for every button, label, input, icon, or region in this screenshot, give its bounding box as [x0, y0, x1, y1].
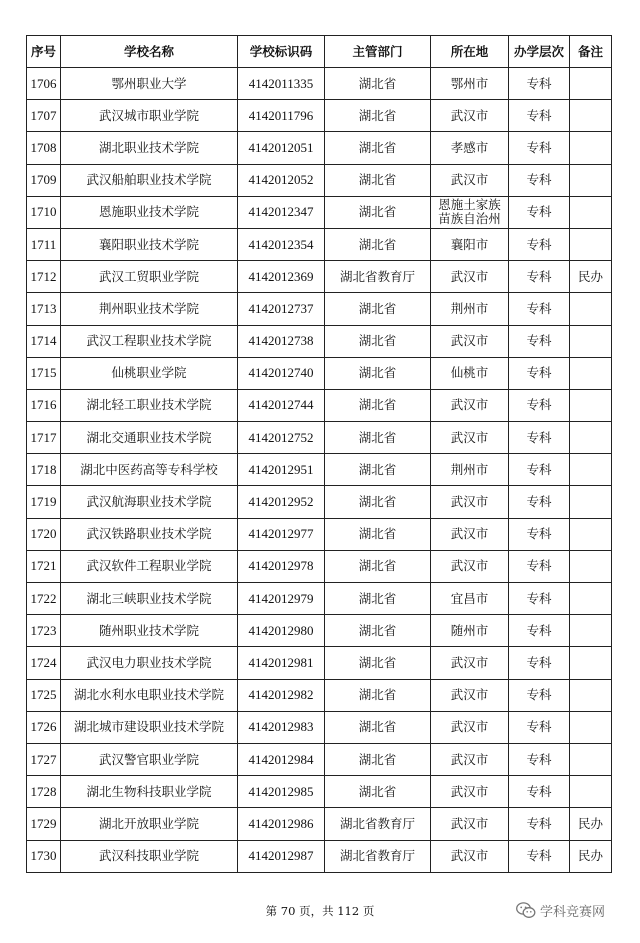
table-header [27, 36, 612, 68]
table-row [27, 679, 612, 711]
cell-location: 武汉市 [431, 711, 509, 743]
cell-level: 专科 [509, 68, 570, 100]
cell-location: 武汉市 [431, 422, 509, 454]
cell-location: 武汉市 [431, 840, 509, 872]
cell-level: 专科 [509, 647, 570, 679]
cell-school-name: 湖北职业技术学院 [61, 132, 238, 164]
cell-school-code: 4142012986 [238, 808, 325, 840]
cell-department: 湖北省 [325, 743, 431, 775]
cell-level: 专科 [509, 422, 570, 454]
table-row [27, 357, 612, 389]
cell-department: 湖北省 [325, 389, 431, 421]
cell-school-code: 4142012354 [238, 228, 325, 260]
cell-location: 武汉市 [431, 261, 509, 293]
table-row [27, 840, 612, 872]
cell-remarks [570, 228, 612, 260]
cell-department: 湖北省 [325, 679, 431, 711]
cell-level: 专科 [509, 518, 570, 550]
cell-location: 荆州市 [431, 293, 509, 325]
cell-department: 湖北省 [325, 615, 431, 647]
cell-school-name: 湖北三峡职业技术学院 [61, 583, 238, 615]
cell-index: 1714 [27, 325, 61, 357]
cell-index: 1724 [27, 647, 61, 679]
cell-level: 专科 [509, 615, 570, 647]
cell-remarks [570, 743, 612, 775]
cell-level: 专科 [509, 583, 570, 615]
cell-level: 专科 [509, 228, 570, 260]
cell-remarks [570, 100, 612, 132]
cell-remarks [570, 325, 612, 357]
cell-school-code: 4142012977 [238, 518, 325, 550]
cell-index: 1725 [27, 679, 61, 711]
header-row [27, 36, 612, 68]
cell-school-code: 4142012987 [238, 840, 325, 872]
cell-level: 专科 [509, 325, 570, 357]
cell-department: 湖北省教育厅 [325, 261, 431, 293]
cell-level: 专科 [509, 550, 570, 582]
cell-level: 专科 [509, 743, 570, 775]
cell-level: 专科 [509, 389, 570, 421]
cell-location: 襄阳市 [431, 228, 509, 260]
table-row [27, 68, 612, 100]
cell-index: 1721 [27, 550, 61, 582]
cell-school-name: 武汉软件工程职业学院 [61, 550, 238, 582]
table-row [27, 261, 612, 293]
cell-school-name: 武汉电力职业技术学院 [61, 647, 238, 679]
cell-school-name: 武汉航海职业技术学院 [61, 486, 238, 518]
wechat-icon [516, 902, 536, 919]
table-body [27, 68, 612, 873]
cell-school-code: 4142012369 [238, 261, 325, 293]
cell-index: 1715 [27, 357, 61, 389]
cell-school-code: 4142012737 [238, 293, 325, 325]
table-row [27, 808, 612, 840]
table-row [27, 228, 612, 260]
cell-department: 湖北省 [325, 100, 431, 132]
cell-department: 湖北省 [325, 228, 431, 260]
cell-location: 武汉市 [431, 743, 509, 775]
cell-index: 1713 [27, 293, 61, 325]
cell-department: 湖北省 [325, 68, 431, 100]
cell-department: 湖北省 [325, 647, 431, 679]
table-row [27, 293, 612, 325]
cell-school-code: 4142011335 [238, 68, 325, 100]
cell-level: 专科 [509, 261, 570, 293]
cell-school-code: 4142012982 [238, 679, 325, 711]
cell-index: 1730 [27, 840, 61, 872]
table-row [27, 454, 612, 486]
cell-department: 湖北省 [325, 454, 431, 486]
cell-remarks [570, 422, 612, 454]
cell-department: 湖北省 [325, 325, 431, 357]
cell-school-name: 武汉工程职业技术学院 [61, 325, 238, 357]
cell-department: 湖北省教育厅 [325, 840, 431, 872]
cell-index: 1707 [27, 100, 61, 132]
cell-remarks [570, 486, 612, 518]
cell-department: 湖北省 [325, 196, 431, 228]
cell-school-code: 4142012981 [238, 647, 325, 679]
cell-school-code: 4142011796 [238, 100, 325, 132]
cell-department: 湖北省 [325, 518, 431, 550]
cell-location: 武汉市 [431, 325, 509, 357]
cell-level: 专科 [509, 100, 570, 132]
cell-school-code: 4142012744 [238, 389, 325, 421]
header-remarks: 备注 [570, 36, 612, 68]
cell-department: 湖北省 [325, 583, 431, 615]
cell-location: 武汉市 [431, 486, 509, 518]
cell-location: 武汉市 [431, 550, 509, 582]
cell-level: 专科 [509, 840, 570, 872]
header-department: 主管部门 [325, 36, 431, 68]
cell-school-name: 武汉科技职业学院 [61, 840, 238, 872]
cell-school-code: 4142012985 [238, 776, 325, 808]
cell-remarks [570, 68, 612, 100]
cell-index: 1717 [27, 422, 61, 454]
table-row [27, 776, 612, 808]
cell-level: 专科 [509, 357, 570, 389]
header-index: 序号 [27, 36, 61, 68]
cell-school-code: 4142012978 [238, 550, 325, 582]
cell-school-code: 4142012051 [238, 132, 325, 164]
cell-remarks [570, 583, 612, 615]
cell-remarks [570, 164, 612, 196]
cell-location: 随州市 [431, 615, 509, 647]
cell-school-name: 湖北水利水电职业技术学院 [61, 679, 238, 711]
cell-level: 专科 [509, 808, 570, 840]
cell-remarks [570, 679, 612, 711]
table-row [27, 389, 612, 421]
cell-department: 湖北省 [325, 422, 431, 454]
cell-remarks: 民办 [570, 808, 612, 840]
cell-level: 专科 [509, 196, 570, 228]
cell-school-name: 襄阳职业技术学院 [61, 228, 238, 260]
cell-remarks [570, 293, 612, 325]
cell-school-code: 4142012979 [238, 583, 325, 615]
cell-school-name: 武汉警官职业学院 [61, 743, 238, 775]
cell-school-code: 4142012951 [238, 454, 325, 486]
cell-location: 武汉市 [431, 647, 509, 679]
cell-index: 1727 [27, 743, 61, 775]
table-row [27, 100, 612, 132]
cell-level: 专科 [509, 776, 570, 808]
cell-index: 1720 [27, 518, 61, 550]
cell-index: 1728 [27, 776, 61, 808]
cell-remarks [570, 550, 612, 582]
cell-school-code: 4142012983 [238, 711, 325, 743]
cell-level: 专科 [509, 454, 570, 486]
cell-location: 武汉市 [431, 389, 509, 421]
table-row [27, 422, 612, 454]
table-row [27, 486, 612, 518]
cell-department: 湖北省 [325, 486, 431, 518]
cell-school-name: 随州职业技术学院 [61, 615, 238, 647]
cell-school-name: 武汉铁路职业技术学院 [61, 518, 238, 550]
cell-school-name: 湖北中医药高等专科学校 [61, 454, 238, 486]
cell-school-code: 4142012740 [238, 357, 325, 389]
cell-remarks: 民办 [570, 840, 612, 872]
cell-department: 湖北省 [325, 132, 431, 164]
table-row [27, 196, 612, 228]
cell-index: 1723 [27, 615, 61, 647]
cell-remarks [570, 647, 612, 679]
cell-school-name: 湖北交通职业技术学院 [61, 422, 238, 454]
table-row [27, 711, 612, 743]
watermark-text: 学科竞赛网 [540, 905, 606, 920]
cell-level: 专科 [509, 711, 570, 743]
cell-index: 1708 [27, 132, 61, 164]
cell-level: 专科 [509, 132, 570, 164]
cell-school-name: 湖北生物科技职业学院 [61, 776, 238, 808]
cell-remarks [570, 711, 612, 743]
table-row [27, 550, 612, 582]
table-row [27, 615, 612, 647]
cell-level: 专科 [509, 293, 570, 325]
cell-location: 荆州市 [431, 454, 509, 486]
cell-level: 专科 [509, 679, 570, 711]
cell-school-code: 4142012752 [238, 422, 325, 454]
cell-school-name: 荆州职业技术学院 [61, 293, 238, 325]
cell-location: 武汉市 [431, 100, 509, 132]
cell-remarks [570, 518, 612, 550]
cell-index: 1709 [27, 164, 61, 196]
cell-school-name: 武汉船舶职业技术学院 [61, 164, 238, 196]
cell-department: 湖北省 [325, 293, 431, 325]
cell-remarks [570, 357, 612, 389]
cell-department: 湖北省 [325, 164, 431, 196]
cell-index: 1722 [27, 583, 61, 615]
cell-index: 1716 [27, 389, 61, 421]
page-number: 第 70 页，共 112 页 [265, 904, 375, 918]
cell-remarks [570, 615, 612, 647]
header-school-code: 学校标识码 [238, 36, 325, 68]
cell-school-name: 仙桃职业学院 [61, 357, 238, 389]
table-row [27, 164, 612, 196]
cell-index: 1710 [27, 196, 61, 228]
cell-school-code: 4142012980 [238, 615, 325, 647]
cell-school-name: 武汉工贸职业学院 [61, 261, 238, 293]
cell-department: 湖北省 [325, 550, 431, 582]
cell-department: 湖北省 [325, 357, 431, 389]
cell-school-code: 4142012347 [238, 196, 325, 228]
table-row [27, 743, 612, 775]
watermark [516, 901, 605, 920]
table-row [27, 518, 612, 550]
cell-school-name: 武汉城市职业学院 [61, 100, 238, 132]
cell-department: 湖北省 [325, 776, 431, 808]
cell-location: 武汉市 [431, 679, 509, 711]
cell-location: 武汉市 [431, 776, 509, 808]
table-row [27, 325, 612, 357]
header-school-name: 学校名称 [61, 36, 238, 68]
cell-index: 1706 [27, 68, 61, 100]
cell-remarks [570, 389, 612, 421]
cell-location: 武汉市 [431, 518, 509, 550]
cell-location: 恩施土家族苗族自治州 [431, 196, 509, 228]
cell-school-name: 湖北城市建设职业技术学院 [61, 711, 238, 743]
cell-department: 湖北省 [325, 711, 431, 743]
cell-location: 仙桃市 [431, 357, 509, 389]
cell-school-name: 湖北轻工职业技术学院 [61, 389, 238, 421]
cell-index: 1718 [27, 454, 61, 486]
cell-index: 1712 [27, 261, 61, 293]
cell-index: 1719 [27, 486, 61, 518]
table-row [27, 583, 612, 615]
cell-remarks [570, 196, 612, 228]
header-level: 办学层次 [509, 36, 570, 68]
school-list-table [26, 35, 612, 873]
cell-school-code: 4142012738 [238, 325, 325, 357]
cell-department: 湖北省教育厅 [325, 808, 431, 840]
cell-school-code: 4142012052 [238, 164, 325, 196]
cell-level: 专科 [509, 486, 570, 518]
cell-remarks [570, 132, 612, 164]
cell-remarks: 民办 [570, 261, 612, 293]
cell-location: 武汉市 [431, 808, 509, 840]
cell-remarks [570, 776, 612, 808]
table-row [27, 132, 612, 164]
cell-school-name: 鄂州职业大学 [61, 68, 238, 100]
header-location: 所在地 [431, 36, 509, 68]
table-row [27, 647, 612, 679]
cell-location: 武汉市 [431, 164, 509, 196]
cell-location: 鄂州市 [431, 68, 509, 100]
cell-school-name: 湖北开放职业学院 [61, 808, 238, 840]
cell-location: 宜昌市 [431, 583, 509, 615]
cell-school-name: 恩施职业技术学院 [61, 196, 238, 228]
cell-location: 孝感市 [431, 132, 509, 164]
cell-index: 1726 [27, 711, 61, 743]
cell-school-code: 4142012984 [238, 743, 325, 775]
cell-index: 1711 [27, 228, 61, 260]
cell-level: 专科 [509, 164, 570, 196]
cell-school-code: 4142012952 [238, 486, 325, 518]
cell-index: 1729 [27, 808, 61, 840]
cell-remarks [570, 454, 612, 486]
